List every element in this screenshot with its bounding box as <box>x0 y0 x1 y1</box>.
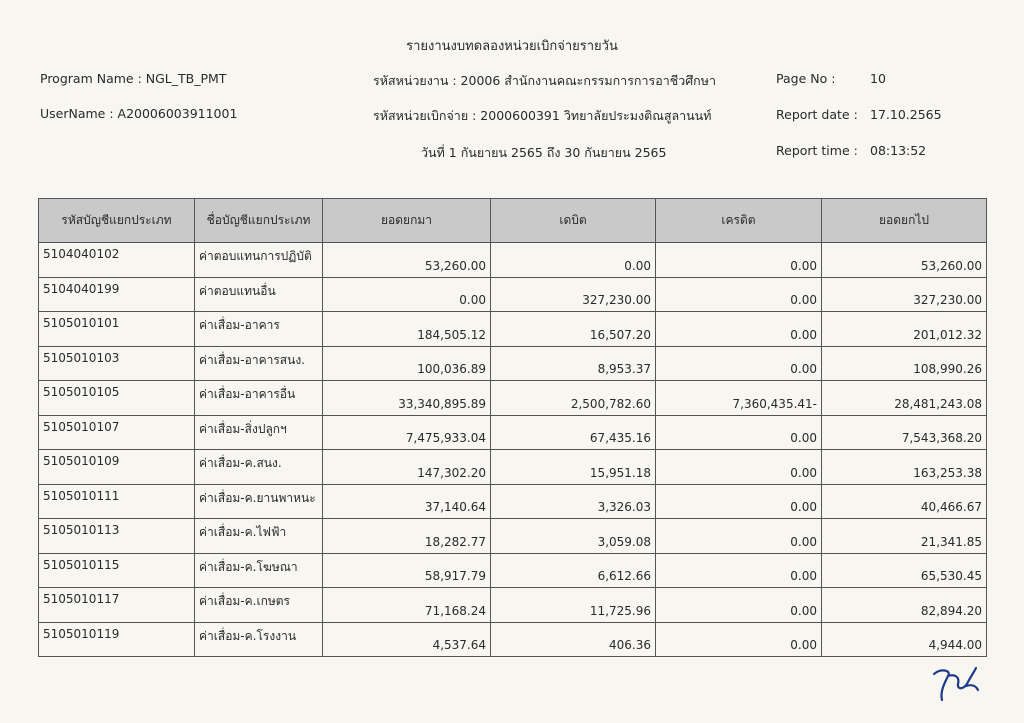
table-body <box>39 243 987 657</box>
cell-brought-forward: 18,282.77 <box>323 519 491 554</box>
cell-account-code: 5105010107 <box>39 415 195 450</box>
cell-account-name: ค่าเสื่อม-ค.ไฟฟ้า <box>195 519 323 554</box>
col-brought-forward: ยอดยกมา <box>323 199 491 243</box>
cell-credit: 0.00 <box>656 277 822 312</box>
cell-carried-forward: 7,543,368.20 <box>822 415 987 450</box>
cell-account-code: 5105010117 <box>39 588 195 623</box>
table-row <box>39 588 987 623</box>
cell-account-name: ค่าเสื่อม-ค.เกษตร <box>195 588 323 623</box>
cell-debit: 11,725.96 <box>491 588 656 623</box>
cell-account-code: 5104040102 <box>39 243 195 278</box>
cell-credit: 0.00 <box>656 243 822 278</box>
table-row <box>39 243 987 278</box>
agency-line: รหัสหน่วยงาน : 20006 สำนักงานคณะกรรมการการอาชีวศึกษา <box>373 73 717 88</box>
cell-account-name: ค่าเสื่อม-ค.โรงงาน <box>195 622 323 657</box>
cell-debit: 0.00 <box>491 243 656 278</box>
cell-debit: 2,500,782.60 <box>491 381 656 416</box>
cell-account-code: 5105010105 <box>39 381 195 416</box>
col-debit: เดบิต <box>491 199 656 243</box>
cell-debit: 8,953.37 <box>491 346 656 381</box>
cell-account-name: ค่าเสื่อม-อาคาร <box>195 312 323 347</box>
program-name: Program Name : NGL_TB_PMT <box>40 71 227 86</box>
cell-brought-forward: 147,302.20 <box>323 450 491 485</box>
cell-debit: 327,230.00 <box>491 277 656 312</box>
cell-account-name: ค่าตอบแทนอื่น <box>195 277 323 312</box>
table-row <box>39 415 987 450</box>
cell-brought-forward: 7,475,933.04 <box>323 415 491 450</box>
page-no-label: Page No : <box>776 71 836 86</box>
table-row <box>39 381 987 416</box>
cell-account-name: ค่าเสื่อม-อาคารสนง. <box>195 346 323 381</box>
cell-credit: 0.00 <box>656 346 822 381</box>
cell-credit: 0.00 <box>656 588 822 623</box>
table-row <box>39 312 987 347</box>
report-time-value: 08:13:52 <box>870 143 927 158</box>
cell-account-name: ค่าเสื่อม-ค.ยานพาหนะ <box>195 484 323 519</box>
trial-balance-table <box>38 198 987 657</box>
cell-account-code: 5105010113 <box>39 519 195 554</box>
cell-carried-forward: 82,894.20 <box>822 588 987 623</box>
disbursing-unit-line: รหัสหน่วยเบิกจ่าย : 2000600391 วิทยาลัยประมงติณสูลานนท์ <box>373 108 712 123</box>
cell-credit: 0.00 <box>656 450 822 485</box>
cell-brought-forward: 184,505.12 <box>323 312 491 347</box>
cell-credit: 0.00 <box>656 415 822 450</box>
table-row <box>39 277 987 312</box>
table-row <box>39 622 987 657</box>
report-date-label: Report date : <box>776 107 858 122</box>
table-row <box>39 346 987 381</box>
cell-credit: 7,360,435.41- <box>656 381 822 416</box>
report-date-value: 17.10.2565 <box>870 107 942 122</box>
cell-account-code: 5105010119 <box>39 622 195 657</box>
report-time-label: Report time : <box>776 143 858 158</box>
table-header <box>39 199 987 243</box>
cell-carried-forward: 201,012.32 <box>822 312 987 347</box>
cell-carried-forward: 53,260.00 <box>822 243 987 278</box>
table-row <box>39 484 987 519</box>
user-name: UserName : A20006003911001 <box>40 106 238 121</box>
cell-brought-forward: 58,917.79 <box>323 553 491 588</box>
cell-debit: 16,507.20 <box>491 312 656 347</box>
cell-brought-forward: 53,260.00 <box>323 243 491 278</box>
cell-account-name: ค่าเสื่อม-ค.สนง. <box>195 450 323 485</box>
header-row <box>39 199 987 243</box>
cell-carried-forward: 40,466.67 <box>822 484 987 519</box>
cell-account-name: ค่าตอบแทนการปฏิบัติ <box>195 243 323 278</box>
cell-account-name: ค่าเสื่อม-อาคารอื่น <box>195 381 323 416</box>
table-row <box>39 553 987 588</box>
table-row <box>39 450 987 485</box>
cell-debit: 15,951.18 <box>491 450 656 485</box>
cell-account-code: 5105010115 <box>39 553 195 588</box>
cell-brought-forward: 0.00 <box>323 277 491 312</box>
cell-account-code: 5104040199 <box>39 277 195 312</box>
cell-debit: 3,059.08 <box>491 519 656 554</box>
cell-carried-forward: 327,230.00 <box>822 277 987 312</box>
cell-brought-forward: 37,140.64 <box>323 484 491 519</box>
col-account-name: ชื่อบัญชีแยกประเภท <box>195 199 323 243</box>
cell-brought-forward: 4,537.64 <box>323 622 491 657</box>
cell-account-code: 5105010101 <box>39 312 195 347</box>
cell-debit: 406.36 <box>491 622 656 657</box>
cell-credit: 0.00 <box>656 622 822 657</box>
cell-credit: 0.00 <box>656 553 822 588</box>
cell-carried-forward: 65,530.45 <box>822 553 987 588</box>
cell-credit: 0.00 <box>656 519 822 554</box>
cell-debit: 67,435.16 <box>491 415 656 450</box>
col-carried-forward: ยอดยกไป <box>822 199 987 243</box>
cell-account-name: ค่าเสื่อม-สิ่งปลูกฯ <box>195 415 323 450</box>
table-row <box>39 519 987 554</box>
cell-credit: 0.00 <box>656 484 822 519</box>
cell-account-code: 5105010111 <box>39 484 195 519</box>
cell-brought-forward: 71,168.24 <box>323 588 491 623</box>
cell-carried-forward: 108,990.26 <box>822 346 987 381</box>
cell-brought-forward: 33,340,895.89 <box>323 381 491 416</box>
cell-credit: 0.00 <box>656 312 822 347</box>
date-range: วันที่ 1 กันยายน 2565 ถึง 30 กันยายน 2565 <box>421 145 667 160</box>
cell-debit: 3,326.03 <box>491 484 656 519</box>
cell-account-name: ค่าเสื่อม-ค.โฆษณา <box>195 553 323 588</box>
cell-carried-forward: 163,253.38 <box>822 450 987 485</box>
col-account-code: รหัสบัญชีแยกประเภท <box>39 199 195 243</box>
handwritten-signature <box>930 662 982 704</box>
report-title: รายงานงบทดลองหน่วยเบิกจ่ายรายวัน <box>406 39 618 54</box>
cell-carried-forward: 4,944.00 <box>822 622 987 657</box>
cell-brought-forward: 100,036.89 <box>323 346 491 381</box>
col-credit: เครดิต <box>656 199 822 243</box>
cell-carried-forward: 21,341.85 <box>822 519 987 554</box>
cell-account-code: 5105010103 <box>39 346 195 381</box>
cell-debit: 6,612.66 <box>491 553 656 588</box>
page-no-value: 10 <box>870 71 886 86</box>
cell-carried-forward: 28,481,243.08 <box>822 381 987 416</box>
cell-account-code: 5105010109 <box>39 450 195 485</box>
